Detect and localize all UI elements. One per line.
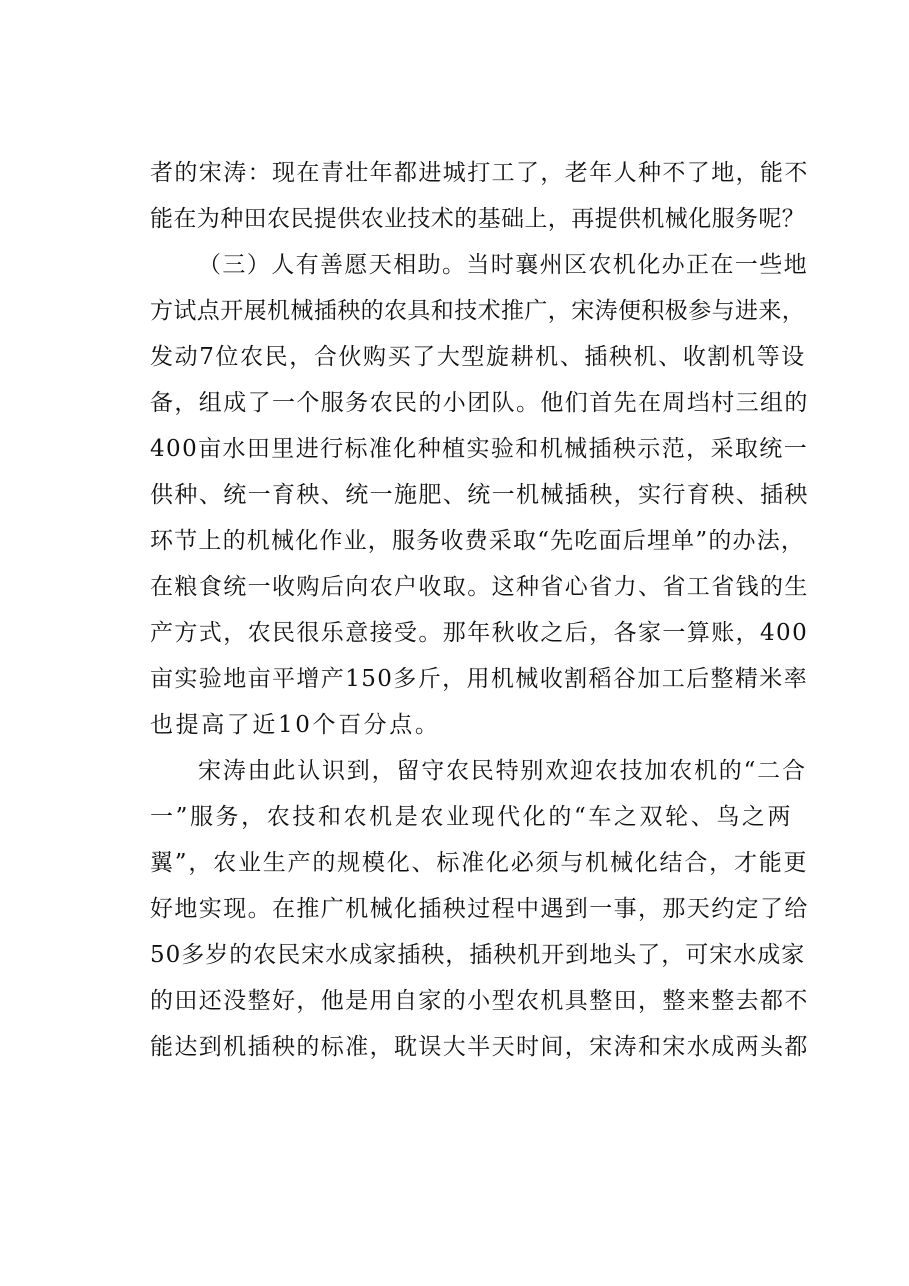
text-line: 一”服务，农技和农机是农业现代化的“车之双轮、鸟之两 (150, 804, 794, 830)
text-line: 能在为种田农民提供农业技术的基础上，再提供机械化服务呢？ (150, 206, 806, 232)
text-line: 方试点开展机械插秧的农具和技术推广，宋涛便积极参与进来， (150, 298, 806, 324)
text-line: 的田还没整好，他是用自家的小型农机具整田，整来整去都不 (150, 988, 809, 1014)
text-line: 发动7位农民，合伙购买了大型旋耕机、插秧机、收割机等设 (150, 344, 806, 370)
body-text (150, 150, 810, 1070)
text-line: 备，组成了一个服务农民的小团队。他们首先在周垱村三组的 (150, 390, 809, 416)
text-line: 好地实现。在推广机械化插秧过程中遇到一事，那天约定了给 (150, 896, 809, 922)
text-line: 50多岁的农民宋水成家插秧，插秧机开到地头了，可宋水成家 (150, 942, 806, 968)
text-line: 400亩水田里进行标准化种植实验和机械插秧示范，采取统一 (150, 436, 809, 462)
text-line: 翼”，农业生产的规模化、标准化必须与机械化结合，才能更 (150, 850, 809, 876)
text-line: 产方式，农民很乐意接受。那年秋收之后，各家一算账，400 (150, 620, 809, 646)
paragraph-start-line: 宋涛由此认识到，留守农民特别欢迎农技加农机的“二合 (198, 758, 807, 784)
text-line: 供种、统一育秧、统一施肥、统一机械插秧，实行育秧、插秧 (150, 482, 809, 508)
text-line: 能达到机插秧的标准，耽误大半天时间，宋涛和宋水成两头都 (150, 1034, 809, 1060)
text-line: 也提高了近10个百分点。 (150, 712, 441, 738)
text-line: 者的宋涛：现在青壮年都进城打工了，老年人种不了地，能不 (150, 160, 809, 186)
text-line: 环节上的机械化作业，服务收费采取“先吃面后埋单”的办法， (150, 528, 806, 554)
text-line: 在粮食统一收购后向农户收取。这种省心省力、省工省钱的生 (150, 574, 809, 600)
text-line: 亩实验地亩平增产150多斤，用机械收割稻谷加工后整精米率 (150, 666, 809, 692)
paragraph-heading-line: （三）人有善愿天相助。当时襄州区农机化办正在一些地 (198, 252, 808, 278)
